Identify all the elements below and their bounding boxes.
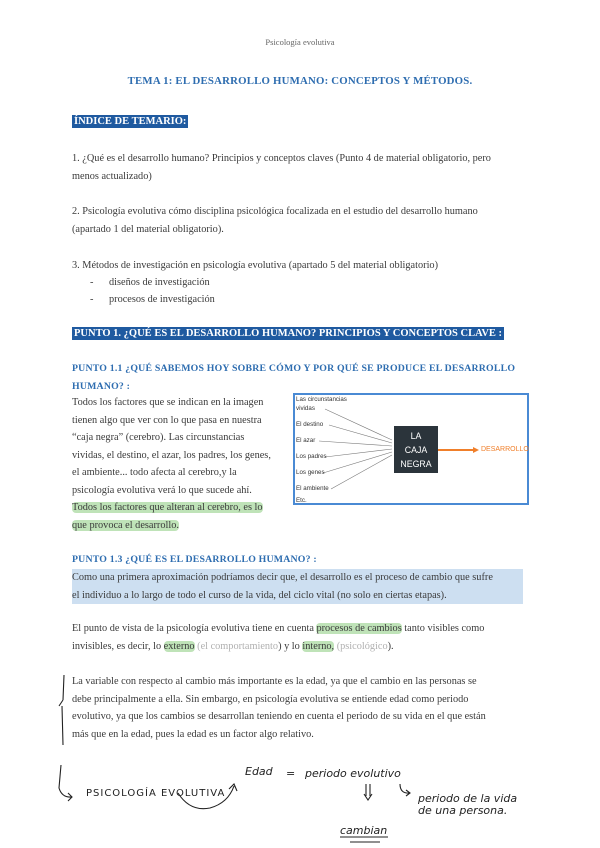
subsection-heading-1-1 [72,360,515,395]
index-item-3: 3. Métodos de investigación en psicología evolutiva (apartado 5 del material obligatorio) [72,260,439,271]
page-header: Psicología evolutiva [265,37,335,47]
highlighted-text: interno, [302,640,335,652]
margin-bracket [59,675,64,745]
arrow-icon [400,784,410,796]
line: “caja negra” (cerebro). Las circunstancias [72,432,245,443]
line: vividas, el destino, el azar, los padres, los genes, [72,449,271,461]
black-box [394,426,438,473]
section-heading-punto1: PUNTO 1. ¿QUÉ ES EL DESARROLLO HUMANO? PRINCIPIOS Y CONCEPTOS CLAVE : [74,328,503,339]
line: evolutivo, ya que los cambios se desarrollan teniendo en cuenta el periodo de su vida en el que están [72,711,486,722]
text: El punto de vista de la psicología evolutiva tiene en cuenta [72,623,317,634]
note-edad: Edad [245,765,273,778]
text: ). [387,640,394,652]
note-vida: periodo de la vida [418,792,518,805]
line: menos actualizado) [72,170,152,182]
highlighted-text: Todos los factores que alteran al cerebro, es lo [72,502,263,513]
subsection-heading-1-3: PUNTO 1.3 ¿QUÉ ES EL DESARROLLO HUMANO? : [72,554,317,565]
factor-label: El ambiente [296,485,329,492]
line: psicología evolutiva verá lo que sucede ahí. [72,484,252,496]
line: el individuo a lo largo de todo el curso de la vida, del ciclo vital (no solo en ciertas etapas). [72,589,447,601]
text: tanto visibles como [401,623,485,634]
factor-label: Los genes [296,469,325,476]
gray-text: (el comportamiento [194,640,279,652]
line: PUNTO 1.1 ¿QUÉ SABEMOS HOY SOBRE CÓMO Y POR QUÉ SE PRODUCE EL DESARROLLO [72,363,516,374]
line: Como una primera aproximación podríamos decir que, el desarrollo es el proceso de cambio que sufre [72,572,493,583]
factor-label: El azar [296,437,316,444]
line: (apartado 1 del material obligatorio). [72,223,224,235]
highlighted-text: que provoca el desarrollo. [72,519,179,531]
box-label: CAJA [404,445,428,455]
factor-label: Etc. [296,497,307,504]
line: La variable con respecto al cambio más importante es la edad, ya que el cambio en las personas se [72,676,477,687]
factor-label: Las circunstancias [296,396,347,403]
black-box-diagram [293,393,529,505]
bullet-dash: - [90,294,94,305]
index-subitem: procesos de investigación [109,294,215,305]
document-title: TEMA 1: EL DESARROLLO HUMANO: CONCEPTOS Y MÉTODOS. [127,75,473,87]
note-cambian: cambian [340,824,388,837]
line: 2. Psicología evolutiva cómo disciplina psicológica focalizada en el estudio del desarrollo humano [72,206,478,217]
line: el ambiente... todo afecta al cerebro,y la [72,467,237,478]
text: invisibles, es decir, lo [72,640,164,652]
line: 1. ¿Qué es el desarrollo humano? Principios y conceptos claves (Punto 4 de material obligatorio, pero [72,153,491,164]
note-equals: = [286,767,296,780]
definition-highlight [72,569,523,604]
box-label: NEGRA [400,459,432,469]
note-periodo: periodo evolutivo [305,767,401,780]
note-vida: de una persona. [418,804,508,817]
factor-label: Los padres [296,453,327,460]
down-arrow-icon [364,784,372,800]
factor-label: vividas [296,405,315,412]
arrow-icon [59,765,72,801]
index-item-2 [72,203,478,238]
index-subitem: diseños de investigación [109,277,210,288]
paragraph-viewpoint [72,620,484,655]
note-psico: PSICOLOGÍA EVOLUTIVA [86,788,226,799]
factor-label: El destino [296,421,324,428]
bullet-dash: - [90,277,94,288]
line: más que en la edad, pues la edad es un factor algo relativo. [72,728,314,740]
handwritten-notes [0,660,600,848]
highlighted-text: externo [163,640,195,652]
line: debe principalmente a ella. Sin embargo, en psicología evolutiva se entiende edad como periodo [72,693,469,705]
text: ) y lo [278,640,303,652]
index-item-1 [72,150,491,185]
highlighted-text: procesos de cambios [316,623,402,634]
line: tienen algo que ver con lo que pasa en nuestra [72,414,262,426]
line: Todos los factores que se indican en la imagen [72,397,264,408]
paragraph-factors [72,394,271,534]
index-heading: ÍNDICE DE TEMARIO: [74,116,187,127]
box-label: LA [410,431,422,441]
result-label: DESARROLLO [481,446,529,453]
gray-text: (psicológico [334,640,388,652]
line: HUMANO? : [72,380,131,392]
